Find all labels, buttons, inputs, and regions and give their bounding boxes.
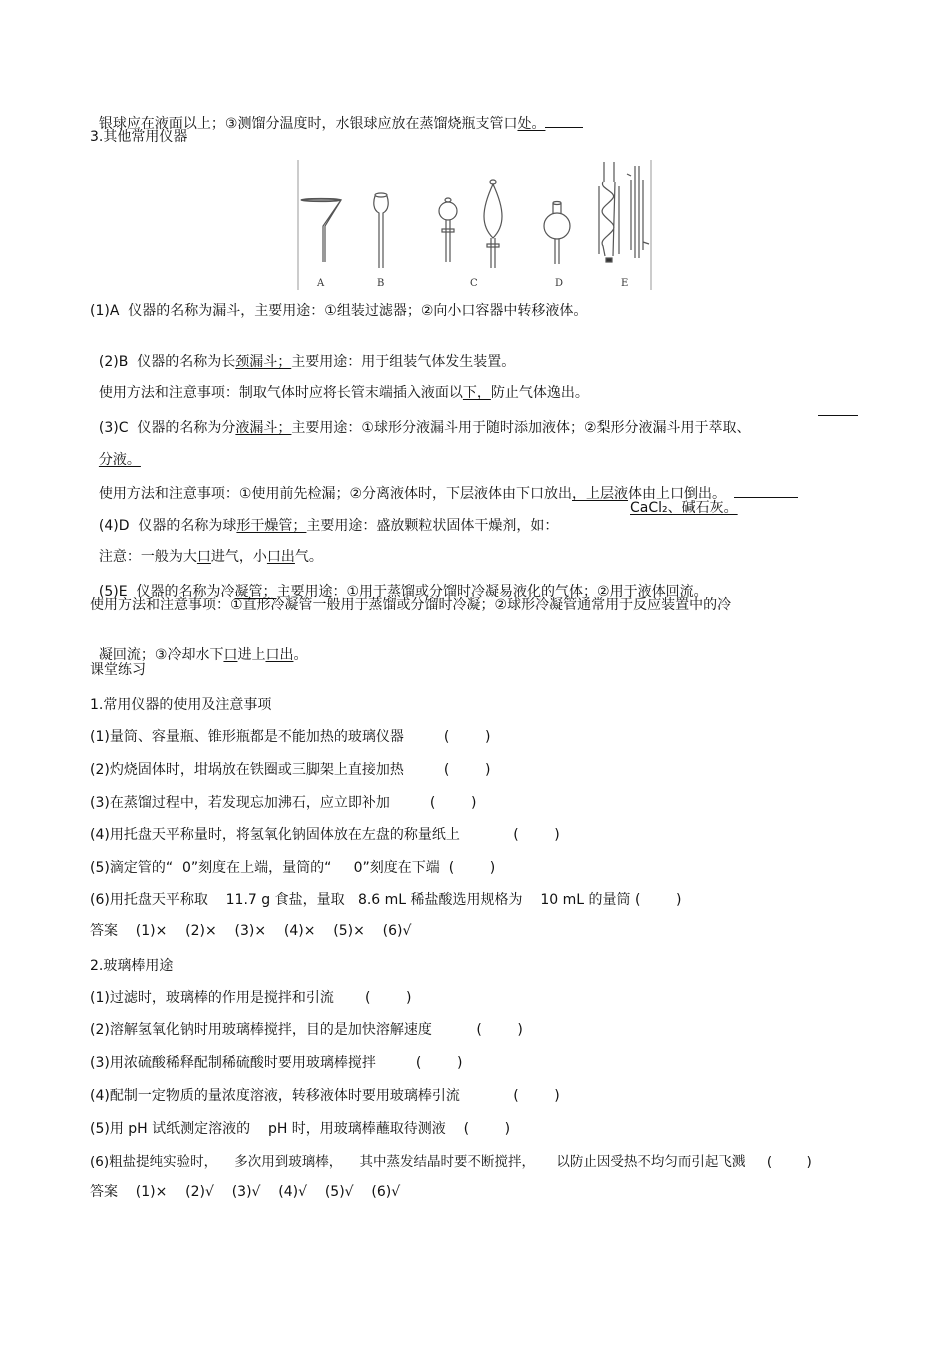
section-heading-other-instruments: 3.其他常用仪器 [90, 129, 188, 145]
question-1-3: (3)在蒸馏过程中，若发现忘加沸石，应立即补加 ( ) [90, 795, 477, 811]
question-2-4: (4)配制一定物质的量浓度溶液，转移液体时要用玻璃棒引流 ( ) [90, 1088, 560, 1104]
desiccant-answer: CaCl₂、碱石灰。 [630, 500, 738, 516]
text-line-7: 分液。 [98, 452, 141, 468]
label-c: C [470, 278, 478, 289]
question-1-4: (4)用托盘天平称量时，将氢氧化钠固体放在左盘的称量纸上 ( ) [90, 827, 560, 843]
text-line-1: 银球应在液面以上；③测馏分温度时，水银球应放在蒸馏烧瓶支管口处。 [90, 95, 583, 133]
separatory-funnel-icon [439, 180, 502, 268]
question-2-6: (6)粗盐提纯实验时， 多次用到玻璃棒， 其中蒸发结晶时要不断搅拌， 以防止因受热不均匀而引起飞溅 ( ) [90, 1154, 812, 1170]
label-d: D [555, 278, 564, 289]
answer-2: 答案 (1)× (2)√ (3)√ (4)√ (5)√ (6)√ [90, 1184, 401, 1200]
funnel-icon [301, 199, 341, 263]
text-line-4: (2)B 仪器的名称为长颈漏斗；主要用途：用于组装气体发生装置。 [98, 354, 516, 370]
label-e: E [621, 278, 629, 289]
question-1-6: (6)用托盘天平称取 11.7 g 食盐，量取 8.6 mL 稀盐酸选用规格为 10 mL 的量筒 ( ) [90, 892, 682, 908]
question-2-2: (2)溶解氢氧化钠时用玻璃棒搅拌，目的是加快溶解速度 ( ) [90, 1022, 523, 1038]
text-line-6: (3)C 仪器的名称为分液漏斗；主要用途：①球形分液漏斗用于随时添加液体；②梨形分液漏斗用于萃取、 [98, 420, 751, 436]
answer-blank [818, 401, 858, 416]
question-1-2: (2)灼烧固体时，坩埚放在铁圈或三脚架上直接加热 ( ) [90, 762, 491, 778]
answer-blank [545, 113, 583, 128]
long-neck-funnel-icon [374, 193, 388, 268]
label-a: A [317, 278, 325, 289]
question-2-1: (1)过滤时，玻璃棒的作用是搅拌和引流 ( ) [90, 990, 412, 1006]
text-line-10: 注意：一般为大口进气，小口出气。 [98, 549, 323, 565]
question-2-5: (5)用 pH 试纸测定溶液的 pH 时，用玻璃棒蘸取待测液 ( ) [90, 1121, 511, 1137]
subsection-heading-2: 2.玻璃棒用途 [90, 958, 174, 974]
text-line-12: 使用方法和注意事项：①直形冷凝管一般用于蒸馏或分馏时冷凝；②球形冷凝管通常用于反应装置中的冷 [90, 597, 732, 613]
instruments-drawing [297, 158, 653, 292]
text-line-9: (4)D 仪器的名称为球形干燥管；主要用途：盛放颗粒状固体干燥剂，如： [98, 518, 559, 534]
text-line-8: 使用方法和注意事项：①使用前先检漏；②分离液体时，下层液体由下口放出，上层液体由上口倒出。 [90, 465, 798, 503]
text-line-13: 凝回流；③冷却水下口进上口出。 [98, 647, 308, 663]
text-line-11: (5)E 仪器的名称为冷凝管；主要用途：①用于蒸馏或分馏时冷凝易液化的气体；②用于液体回流。 [98, 584, 708, 600]
instruments-figure [297, 158, 653, 292]
subsection-heading-1: 1.常用仪器的使用及注意事项 [90, 697, 272, 713]
condenser-icon [599, 162, 649, 262]
label-b: B [377, 278, 385, 289]
answer-blank [734, 483, 798, 498]
text-line-3: (1)A 仪器的名称为漏斗，主要用途：①组装过滤器；②向小口容器中转移液体。 [90, 303, 588, 319]
question-1-1: (1)量筒、容量瓶、锥形瓶都是不能加热的玻璃仪器 ( ) [90, 729, 491, 745]
question-2-3: (3)用浓硫酸稀释配制稀硫酸时要用玻璃棒搅拌 ( ) [90, 1055, 463, 1071]
drying-tube-icon [544, 202, 570, 265]
section-heading-practice: 课堂练习 [90, 662, 146, 678]
question-1-5: (5)滴定管的“ 0”刻度在上端，量筒的“ 0”刻度在下端 ( ) [90, 860, 496, 876]
answer-1: 答案 (1)× (2)× (3)× (4)× (5)× (6)√ [90, 923, 412, 939]
text-line-5: 使用方法和注意事项：制取气体时应将长管末端插入液面以下，防止气体逸出。 [98, 385, 589, 401]
